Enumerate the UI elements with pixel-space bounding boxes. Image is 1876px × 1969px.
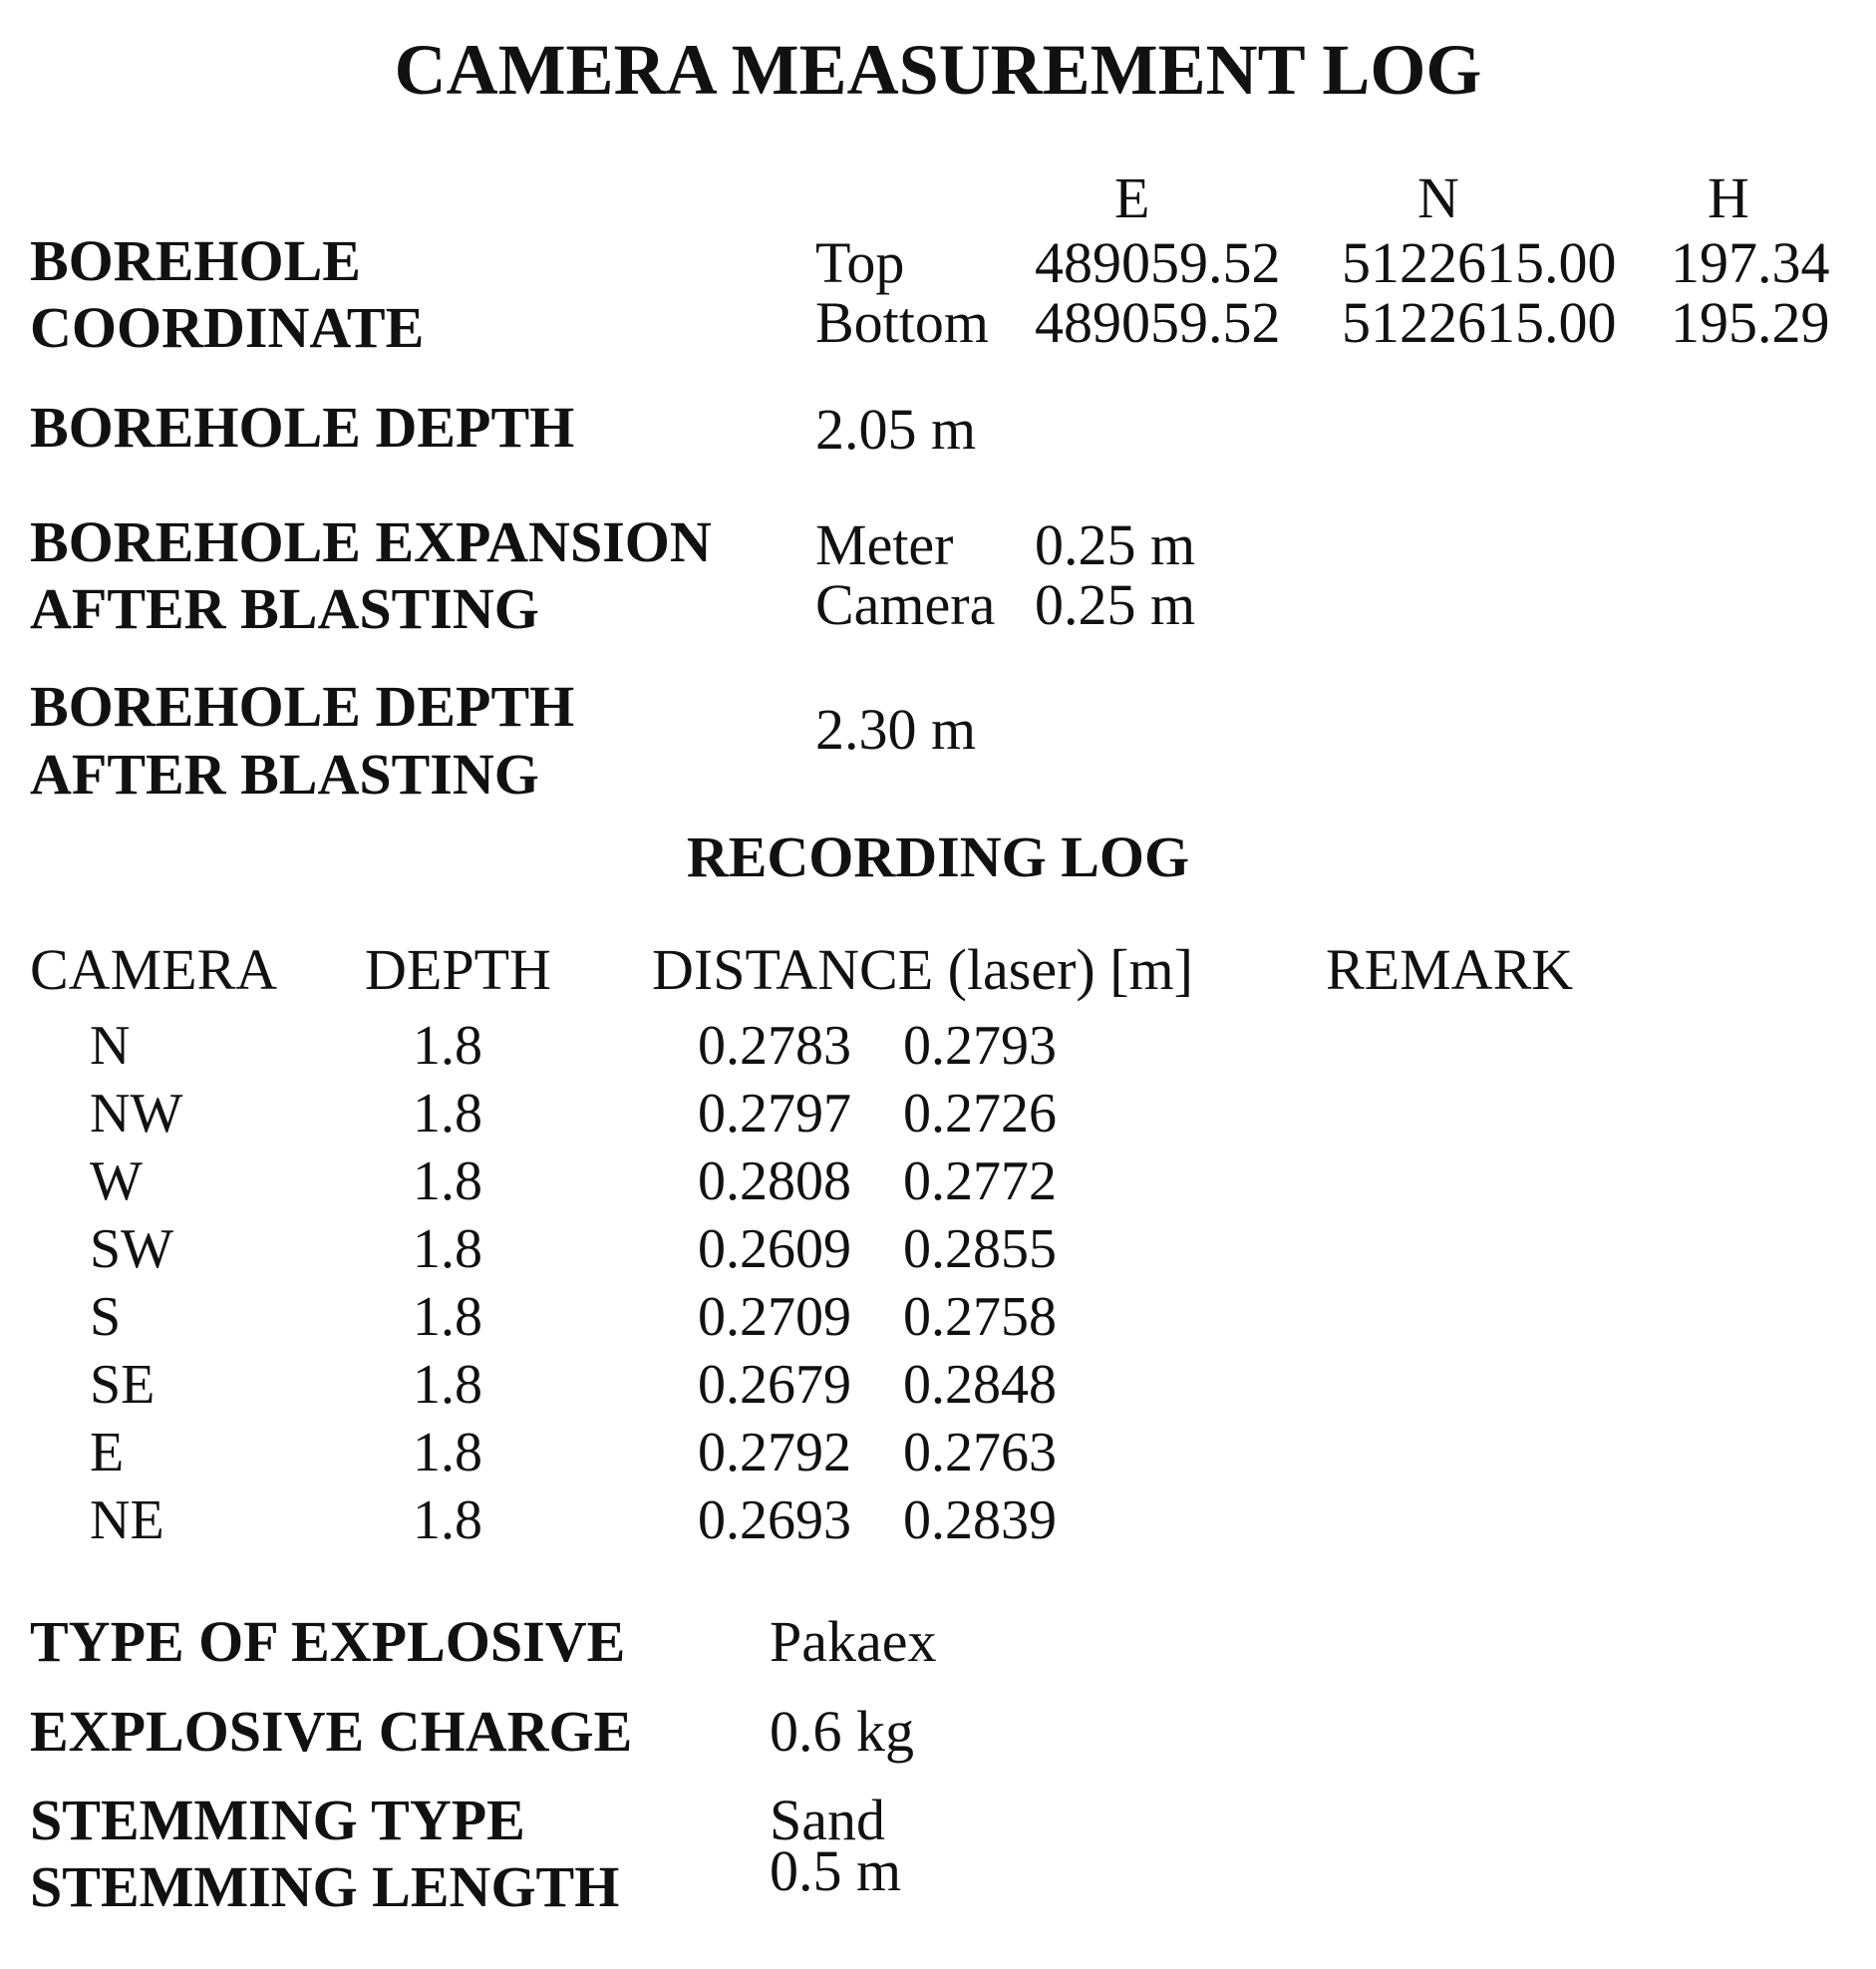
row-depth: 1.8 <box>413 1286 482 1348</box>
expansion-meter-label: Meter <box>815 512 954 577</box>
column-header-e: E <box>1114 165 1150 230</box>
stemming-type-label: STEMMING TYPE <box>30 1788 525 1852</box>
row-camera: NE <box>90 1489 164 1551</box>
row-camera: W <box>90 1150 143 1212</box>
row-camera: SW <box>90 1218 173 1280</box>
row-camera: NW <box>90 1083 183 1145</box>
stemming-length-value: 0.5 m <box>770 1838 902 1903</box>
row-distance-2: 0.2763 <box>903 1422 1057 1483</box>
depth-value: 2.05 m <box>815 397 977 462</box>
header-depth: DEPTH <box>365 937 551 1002</box>
row-depth: 1.8 <box>413 1422 482 1483</box>
row-distance-2: 0.2772 <box>903 1150 1057 1212</box>
row-camera: E <box>90 1422 125 1483</box>
row-depth: 1.8 <box>413 1015 482 1077</box>
row-distance-1: 0.2792 <box>698 1422 851 1483</box>
row-distance-2: 0.2839 <box>903 1489 1057 1551</box>
row-distance-1: 0.2797 <box>698 1083 851 1145</box>
explosive-charge-value: 0.6 kg <box>770 1699 914 1764</box>
row-camera: SE <box>90 1354 156 1416</box>
row-distance-1: 0.2679 <box>698 1354 851 1416</box>
row-distance-2: 0.2855 <box>903 1218 1057 1280</box>
depth-after-label-line2: AFTER BLASTING <box>30 742 539 807</box>
stemming-length-label: STEMMING LENGTH <box>30 1854 620 1919</box>
depth-after-value: 2.30 m <box>815 697 977 762</box>
expansion-meter-value: 0.25 m <box>1035 512 1196 577</box>
explosive-type-label: TYPE OF EXPLOSIVE <box>30 1609 626 1674</box>
expansion-camera-value: 0.25 m <box>1035 572 1196 637</box>
coordinate-bottom-label: Bottom <box>815 290 990 355</box>
row-depth: 1.8 <box>413 1083 482 1145</box>
row-depth: 1.8 <box>413 1150 482 1212</box>
coordinate-label-line2: COORDINATE <box>30 295 425 360</box>
row-distance-2: 0.2848 <box>903 1354 1057 1416</box>
row-depth: 1.8 <box>413 1489 482 1551</box>
row-distance-1: 0.2783 <box>698 1015 851 1077</box>
explosive-charge-label: EXPLOSIVE CHARGE <box>30 1699 633 1764</box>
column-header-n: N <box>1417 165 1459 230</box>
row-distance-1: 0.2709 <box>698 1286 851 1348</box>
coordinate-bottom-n: 5122615.00 <box>1342 290 1617 355</box>
expansion-camera-label: Camera <box>815 572 996 637</box>
coordinate-top-e: 489059.52 <box>1035 230 1281 295</box>
page-title: CAMERA MEASUREMENT LOG <box>394 30 1482 110</box>
coordinate-top-h: 197.34 <box>1671 230 1830 295</box>
header-distance: DISTANCE (laser) [m] <box>652 937 1193 1002</box>
row-distance-2: 0.2758 <box>903 1286 1057 1348</box>
header-camera: CAMERA <box>30 937 278 1002</box>
row-distance-1: 0.2808 <box>698 1150 851 1212</box>
depth-after-label-line1: BOREHOLE DEPTH <box>30 674 575 739</box>
coordinate-top-n: 5122615.00 <box>1342 230 1617 295</box>
row-depth: 1.8 <box>413 1354 482 1416</box>
stemming-type-value: Sand <box>770 1788 885 1852</box>
recording-log-title: RECORDING LOG <box>686 824 1190 889</box>
row-distance-1: 0.2609 <box>698 1218 851 1280</box>
row-camera: S <box>90 1286 122 1348</box>
column-header-h: H <box>1708 165 1749 230</box>
row-distance-2: 0.2793 <box>903 1015 1057 1077</box>
coordinate-label-line1: BOREHOLE <box>30 228 361 293</box>
row-camera: N <box>90 1015 131 1077</box>
coordinate-top-label: Top <box>815 230 905 295</box>
depth-label: BOREHOLE DEPTH <box>30 395 575 460</box>
header-remark: REMARK <box>1326 937 1574 1002</box>
explosive-type-value: Pakaex <box>770 1609 937 1674</box>
coordinate-bottom-h: 195.29 <box>1671 290 1830 355</box>
row-depth: 1.8 <box>413 1218 482 1280</box>
expansion-label-line1: BOREHOLE EXPANSION <box>30 509 712 574</box>
coordinate-bottom-e: 489059.52 <box>1035 290 1281 355</box>
expansion-label-line2: AFTER BLASTING <box>30 576 539 641</box>
row-distance-2: 0.2726 <box>903 1083 1057 1145</box>
row-distance-1: 0.2693 <box>698 1489 851 1551</box>
